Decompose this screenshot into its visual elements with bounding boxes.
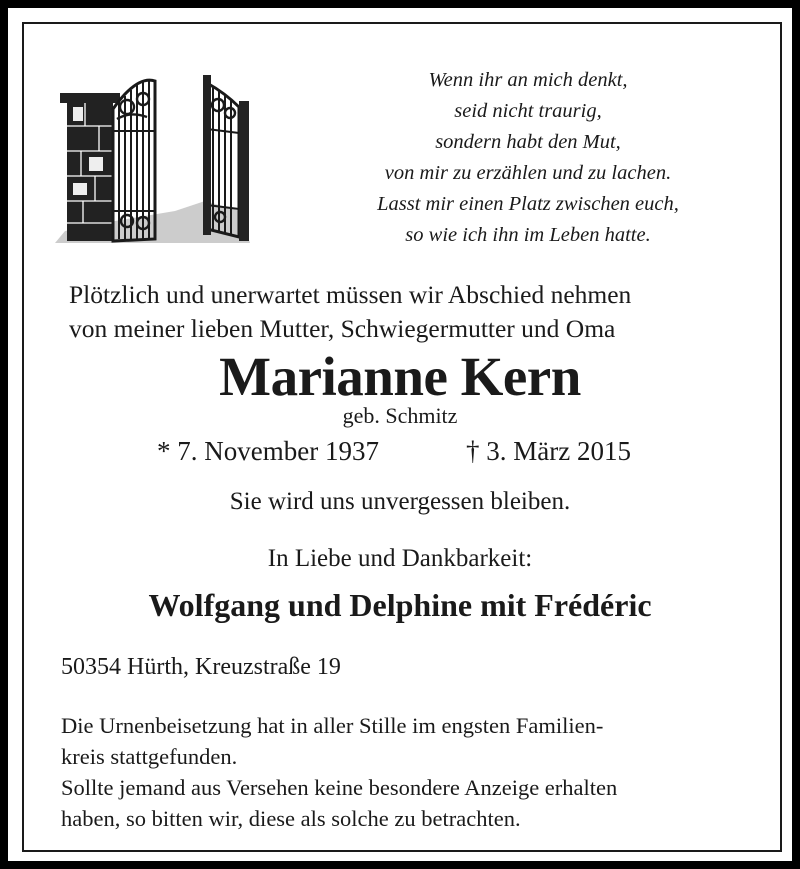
notice-line: Die Urnenbeisetzung hat in aller Stille im engsten Familien- [61, 713, 604, 738]
poem-line: sondern habt den Mut, [435, 131, 621, 153]
poem-line: Wenn ihr an mich denkt, [428, 69, 628, 91]
mourning-family: Wolfgang und Delphine mit Frédéric [148, 587, 652, 623]
open-garden-gate-icon [55, 71, 250, 243]
burial-notice [61, 710, 741, 834]
memorial-poem [308, 65, 748, 251]
deceased-name: Marianne Kern [219, 346, 581, 407]
obituary-notice [8, 8, 792, 861]
notice-line: kreis stattgefunden. [61, 744, 238, 769]
poem-line: Lasst mir einen Platz zwischen euch, [377, 193, 679, 215]
memory-statement: Sie wird uns unvergessen bleiben. [229, 488, 571, 515]
poem-line: seid nicht traurig, [454, 100, 602, 122]
notice-line: Sollte jemand aus Versehen keine besondere Anzeige erhalten [61, 775, 618, 800]
intro-line: von meiner lieben Mutter, Schwiegermutter und Oma [69, 314, 616, 343]
birth-date: * 7. November 1937 [157, 436, 379, 466]
notice-line: haben, so bitten wir, diese als solche zu betrachten. [61, 806, 521, 831]
death-date: † 3. März 2015 [466, 436, 631, 466]
poem-line: so wie ich ihn im Leben hatte. [405, 224, 651, 246]
intro-text [69, 278, 631, 346]
intro-line: Plötzlich und unerwartet müssen wir Abschied nehmen [69, 280, 632, 309]
poem-line: von mir zu erzählen und zu lachen. [384, 162, 672, 184]
birth-name: geb. Schmitz [342, 403, 458, 428]
family-address: 50354 Hürth, Kreuzstraße 19 [61, 654, 341, 680]
salutation: In Liebe und Dankbarkeit: [267, 545, 533, 572]
